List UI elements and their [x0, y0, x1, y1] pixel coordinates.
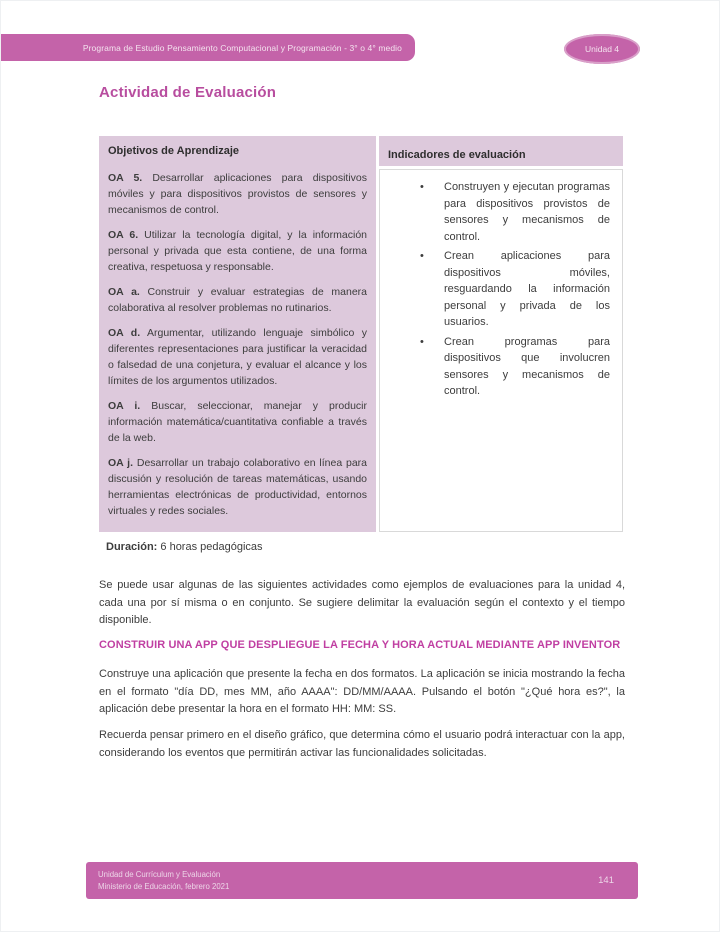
objectives-indicators-table [99, 136, 623, 532]
activity-paragraph-1: Construye una aplicación que presente la fecha en dos formatos. La aplicación se inicia mostrando la fecha en el formato "día DD, mes MM, año AAAA": DD/MM/AAAA. Pulsando el botón "¿Qué hora es?", la aplicación debe presentar la hora en el formato HH: MM: SS. [99, 668, 625, 715]
footer-page-number: 141 [598, 875, 614, 886]
oa-code: OA j. [108, 457, 134, 469]
duration-value: 6 horas pedagógicas [157, 541, 263, 553]
oa-text: Buscar, seleccionar, manejar y producir información matemática/cuantitativa confiable a través de la web. [108, 400, 367, 444]
bullet-icon: • [420, 335, 424, 348]
activity-paragraph-2: Recuerda pensar primero en el diseño gráfico, que determina cómo el usuario podrá interactuar con la app, considerando los eventos que permitirán activar las funcionalidades solicitadas. [99, 729, 625, 759]
indicator-text: Crean programas para dispositivos que involucren sensores y mecanismos de control. [444, 335, 610, 397]
oa-code: OA 5. [108, 172, 143, 184]
header-bar-label: Programa de Estudio Pensamiento Computacional y Programación - 3° o 4° medio [82, 42, 402, 53]
footer-credits [98, 869, 229, 893]
page-title: Actividad de Evaluación [99, 84, 277, 101]
bullet-icon: • [420, 181, 424, 193]
footer-ministry: Ministerio de Educación, febrero 2021 [98, 881, 230, 891]
oa-text: Desarrollar un trabajo colaborativo en línea para discusión y resolución de tareas matemáticas, usando herramientas electrónicas de productividad, entornos virtuales y redes sociales. [108, 457, 367, 517]
oa-item [108, 284, 367, 316]
indicators-list [379, 169, 623, 532]
oa-text: Desarrollar aplicaciones para dispositivos móviles y para dispositivos provistos de sensores y mecanismos de control. [108, 172, 367, 216]
activity-heading: CONSTRUIR UNA APP QUE DESPLIEGUE LA FECHA Y HORA ACTUAL MEDIANTE APP INVENTOR [99, 639, 621, 651]
duration-line [106, 541, 263, 553]
indicator-text: Crean aplicaciones para dispositivos móviles, resguardando la información personal y privada de los usuarios. [444, 250, 610, 328]
oa-item [108, 398, 367, 446]
objectives-column [99, 136, 376, 532]
oa-text: Utilizar la tecnología digital, y la información personal y privada que esta contiene, de una forma creativa, respetuosa y responsable. [108, 229, 367, 273]
duration-label: Duración: [106, 541, 158, 553]
indicators-column-header [379, 136, 623, 166]
oa-item [108, 455, 367, 519]
header-bar [1, 34, 415, 61]
indicator-item [420, 334, 610, 400]
oa-item [108, 227, 367, 275]
footer-bar [86, 862, 638, 899]
indicators-column [379, 136, 623, 532]
oa-code: OA 6. [108, 229, 139, 241]
bullet-icon: • [420, 250, 424, 262]
oa-item [108, 325, 367, 389]
indicator-item [420, 248, 610, 331]
indicators-header-label: Indicadores de evaluación [388, 149, 526, 161]
oa-code: OA a. [108, 286, 140, 298]
indicator-text: Construyen y ejecutan programas para dispositivos provistos de sensores y mecanismos de control. [444, 181, 610, 243]
oa-code: OA d. [108, 327, 141, 339]
oa-code: OA i. [108, 400, 141, 412]
objectives-column-header: Objetivos de Aprendizaje [108, 145, 240, 157]
oa-item [108, 170, 367, 218]
intro-paragraph: Se puede usar algunas de las siguientes actividades como ejemplos de evaluaciones para la unidad 4, cada una por sí misma o en conjunto. Se sugiere delimitar la evaluación según el contexto y el tiempo disponible. [99, 579, 625, 626]
unit-badge-label: Unidad 4 [584, 44, 620, 54]
oa-text: Argumentar, utilizando lenguaje simbólico y diferentes representaciones para justificar la veracidad o falsedad de una conjetura, y evaluar el alcance y los límites de los argumentos utilizados. [108, 327, 367, 387]
unit-badge [564, 34, 640, 64]
footer-institution: Unidad de Currículum y Evaluación [98, 869, 221, 879]
indicator-item [420, 179, 610, 245]
oa-text: Construir y evaluar estrategias de manera colaborativa al resolver problemas no rutinarios. [108, 286, 367, 314]
